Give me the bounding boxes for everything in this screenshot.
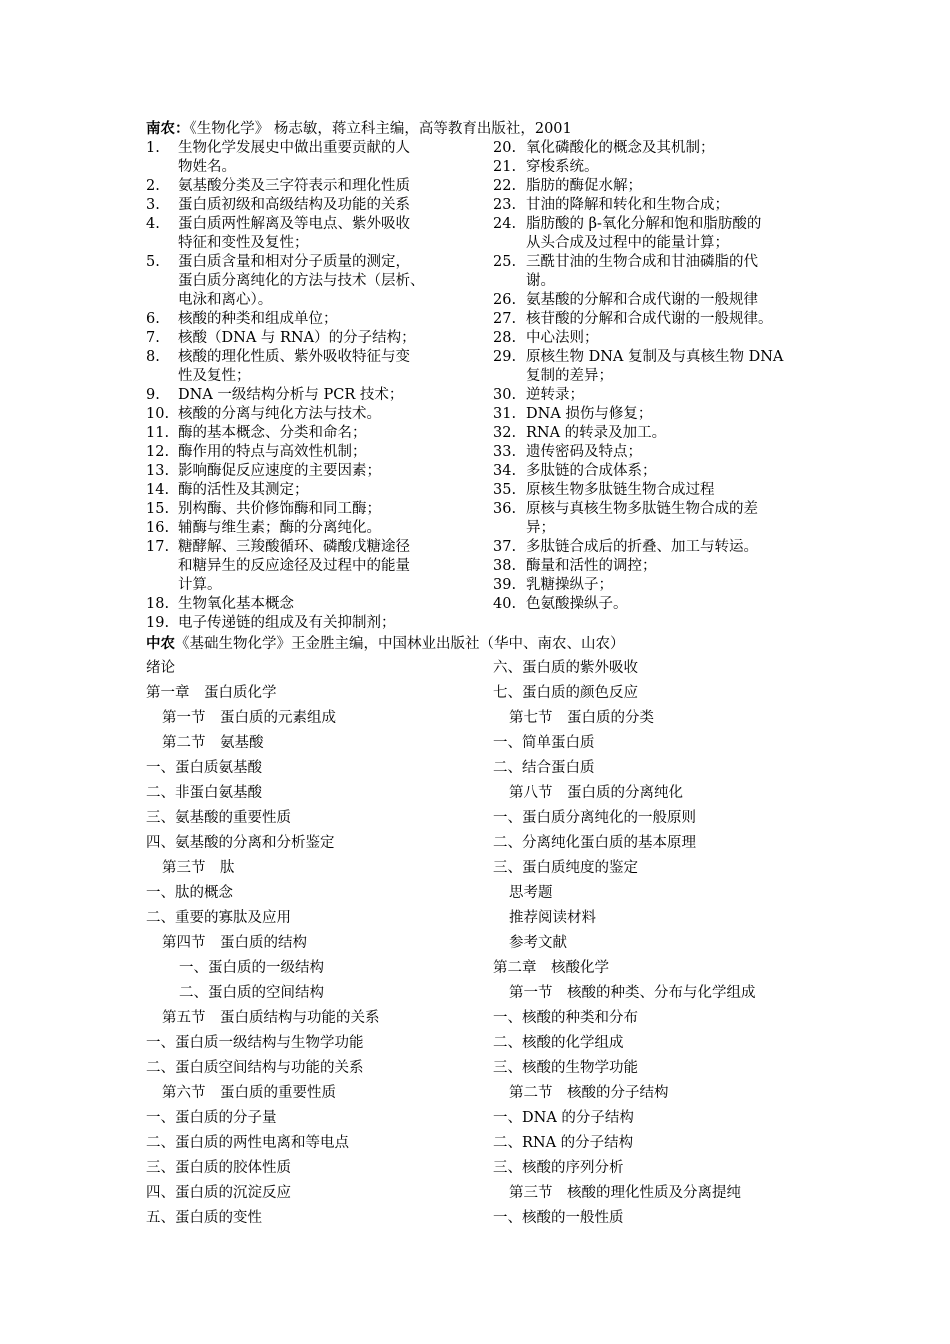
list-item-number: 34.	[493, 463, 517, 479]
list-item-number: 28.	[493, 330, 517, 346]
list-item	[493, 443, 813, 462]
list-item-number: 40.	[493, 596, 517, 612]
toc-entry: 四、蛋白质的沉淀反应	[146, 1185, 291, 1201]
list-item-text: 和糖异生的反应途径及过程中的能量	[178, 558, 410, 574]
list-item-number: 29.	[493, 349, 517, 365]
list-item-text: 原核生物 DNA 复制及与真核生物 DNA	[526, 349, 784, 365]
list-item-text: 原核与真核生物多肽链生物合成的差	[526, 501, 758, 517]
list-item	[493, 158, 813, 177]
list-item-number: 37.	[493, 539, 517, 555]
list-item-text: 甘油的降解和转化和生物合成；	[526, 197, 729, 213]
list-item-text: 生物化学发展史中做出重要贡献的人	[178, 140, 410, 156]
list-item-number: 5.	[146, 254, 160, 270]
list-item-number: 26.	[493, 292, 517, 308]
toc-section-entry: 一、蛋白质的一级结构	[179, 960, 324, 976]
list-item	[146, 614, 486, 633]
list-item	[146, 462, 486, 481]
toc-section-entry: 参考文献	[509, 935, 567, 951]
list-item-text: 核苷酸的分解和合成代谢的一般规律。	[526, 311, 773, 327]
list-item-number: 18.	[146, 596, 170, 612]
toc-section-entry: 思考题	[509, 885, 553, 901]
list-item	[146, 500, 486, 519]
list-item	[493, 576, 813, 595]
toc-entry: 二、分离纯化蛋白质的基本原理	[493, 835, 696, 851]
toc-entry: 一、蛋白质分离纯化的一般原则	[493, 810, 696, 826]
list-item-text: 影响酶促反应速度的主要因素；	[178, 463, 381, 479]
toc-entry: 一、核酸的一般性质	[493, 1210, 624, 1226]
list-item	[146, 519, 486, 538]
list-item-number: 20.	[493, 140, 517, 156]
list-item	[493, 310, 813, 329]
toc-entry: 六、蛋白质的紫外吸收	[493, 660, 638, 676]
toc-section-entry: 第二节 核酸的分子结构	[509, 1085, 669, 1101]
list-item	[146, 310, 486, 329]
list-item-text: 中心法则；	[526, 330, 599, 346]
toc-entry: 二、蛋白质空间结构与功能的关系	[146, 1060, 364, 1076]
toc-entry: 绪论	[146, 660, 175, 676]
toc-section-entry: 第六节 蛋白质的重要性质	[162, 1085, 336, 1101]
list-item	[146, 215, 486, 253]
nannong-list-left	[146, 139, 486, 633]
list-item-text: 核酸的理化性质、紫外吸收特征与变	[178, 349, 410, 365]
list-item-text: 电泳和离心）。	[178, 292, 273, 308]
list-item-text: 酶作用的特点与高效性机制；	[178, 444, 367, 460]
list-item-number: 38.	[493, 558, 517, 574]
list-item-text: 从头合成及过程中的能量计算；	[526, 235, 729, 251]
list-item	[146, 196, 486, 215]
zhongnong-toc-right	[493, 658, 756, 1233]
list-item	[146, 595, 486, 614]
list-item-text: 酶量和活性的调控；	[526, 558, 657, 574]
toc-entry: 一、肽的概念	[146, 885, 233, 901]
list-item	[146, 443, 486, 462]
list-item	[493, 329, 813, 348]
toc-section-entry: 第一节 核酸的种类、分布与化学组成	[509, 985, 756, 1001]
list-item	[146, 405, 486, 424]
toc-section-entry: 第三节 核酸的理化性质及分离提纯	[509, 1185, 741, 1201]
list-item-number: 25.	[493, 254, 517, 270]
list-item-text: 核酸（DNA 与 RNA）的分子结构；	[178, 330, 416, 346]
list-item-number: 30.	[493, 387, 517, 403]
toc-entry: 一、简单蛋白质	[493, 735, 595, 751]
toc-entry: 三、核酸的生物学功能	[493, 1060, 638, 1076]
toc-entry: 一、DNA 的分子结构	[493, 1110, 634, 1126]
toc-entry: 二、结合蛋白质	[493, 760, 595, 776]
toc-entry: 一、蛋白质氨基酸	[146, 760, 262, 776]
toc-entry: 三、氨基酸的重要性质	[146, 810, 291, 826]
list-item-text: 计算。	[178, 577, 222, 593]
list-item	[493, 462, 813, 481]
list-item-number: 2.	[146, 178, 160, 194]
list-item-number: 8.	[146, 349, 160, 365]
list-item-number: 21.	[493, 159, 517, 175]
list-item-number: 31.	[493, 406, 517, 422]
list-item-text: 脂肪的酶促水解；	[526, 178, 642, 194]
toc-entry: 七、蛋白质的颜色反应	[493, 685, 638, 701]
list-item-text: 蛋白质初级和高级结构及功能的关系	[178, 197, 410, 213]
list-item-text: 乳糖操纵子；	[526, 577, 613, 593]
toc-entry: 四、氨基酸的分离和分析鉴定	[146, 835, 335, 851]
list-item-number: 23.	[493, 197, 517, 213]
list-item-text: 酶的活性及其测定；	[178, 482, 309, 498]
toc-entry: 第一章 蛋白质化学	[146, 685, 277, 701]
list-item-number: 10.	[146, 406, 170, 422]
list-item-text: 酶的基本概念、分类和命名；	[178, 425, 367, 441]
toc-entry: 二、非蛋白氨基酸	[146, 785, 262, 801]
list-item	[493, 386, 813, 405]
list-item-text: 色氨酸操纵子。	[526, 596, 628, 612]
toc-entry: 二、重要的寡肽及应用	[146, 910, 291, 926]
list-item-text: 核酸的分离与纯化方法与技术。	[178, 406, 381, 422]
toc-entry: 第二章 核酸化学	[493, 960, 609, 976]
list-item-text: 氧化磷酸化的概念及其机制；	[526, 140, 715, 156]
list-item	[146, 177, 486, 196]
list-item-text: 原核生物多肽链生物合成过程	[526, 482, 715, 498]
list-item	[493, 500, 813, 538]
list-item	[493, 215, 813, 253]
list-item-number: 27.	[493, 311, 517, 327]
list-item-text: 蛋白质两性解离及等电点、紫外吸收	[178, 216, 410, 232]
list-item-text: 复制的差异；	[526, 368, 613, 384]
list-item	[146, 538, 486, 595]
list-item	[493, 557, 813, 576]
list-item-text: RNA 的转录及加工。	[526, 425, 667, 441]
list-item-number: 14.	[146, 482, 170, 498]
list-item	[146, 424, 486, 443]
list-item-number: 32.	[493, 425, 517, 441]
list-item-number: 4.	[146, 216, 160, 232]
list-item-text: DNA 损伤与修复；	[526, 406, 653, 422]
list-item	[146, 481, 486, 500]
list-item-text: 性及复性；	[178, 368, 251, 384]
list-item-text: 三酰甘油的生物合成和甘油磷脂的代	[526, 254, 758, 270]
list-item-number: 39.	[493, 577, 517, 593]
list-item	[146, 348, 486, 386]
list-item	[493, 291, 813, 310]
list-item-number: 1.	[146, 140, 160, 156]
list-item-number: 17.	[146, 539, 170, 555]
zhongnong-label: 中农	[146, 635, 175, 652]
list-item	[493, 424, 813, 443]
toc-entry: 二、核酸的化学组成	[493, 1035, 624, 1051]
list-item-number: 16.	[146, 520, 170, 536]
list-item-text: 氨基酸分类及三字符表示和理化性质	[178, 178, 410, 194]
list-item-number: 36.	[493, 501, 517, 517]
list-item-text: 多肽链的合成体系；	[526, 463, 657, 479]
list-item-text: DNA 一级结构分析与 PCR 技术；	[178, 387, 404, 403]
list-item-number: 9.	[146, 387, 160, 403]
list-item-number: 22.	[493, 178, 517, 194]
toc-section-entry: 第一节 蛋白质的元素组成	[162, 710, 336, 726]
list-item-number: 35.	[493, 482, 517, 498]
list-item	[146, 253, 486, 310]
list-item-text: 异；	[526, 520, 555, 536]
list-item-number: 7.	[146, 330, 160, 346]
list-item-text: 物姓名。	[178, 159, 236, 175]
toc-entry: 五、蛋白质的变性	[146, 1210, 262, 1226]
list-item-number: 6.	[146, 311, 160, 327]
zhongnong-toc-left	[146, 658, 380, 1233]
nannong-label: 南农：	[146, 120, 190, 137]
list-item-text: 穿梭系统。	[526, 159, 599, 175]
toc-entry: 一、蛋白质的分子量	[146, 1110, 277, 1126]
list-item-number: 19.	[146, 615, 170, 631]
list-item-text: 谢。	[526, 273, 555, 289]
list-item	[146, 139, 486, 177]
list-item-text: 氨基酸的分解和合成代谢的一般规律	[526, 292, 758, 308]
list-item-text: 蛋白质分离纯化的方法与技术（层析、	[178, 273, 425, 289]
toc-entry: 三、蛋白质纯度的鉴定	[493, 860, 638, 876]
list-item	[146, 329, 486, 348]
nannong-book-reference: 《生物化学》 杨志敏，蒋立科主编，高等教育出版社，2001	[189, 121, 572, 137]
list-item-text: 特征和变性及复性；	[178, 235, 309, 251]
list-item-number: 24.	[493, 216, 517, 232]
list-item-text: 脂肪酸的 β-氧化分解和饱和脂肪酸的	[526, 216, 762, 232]
toc-section-entry: 第八节 蛋白质的分离纯化	[509, 785, 683, 801]
list-item	[493, 538, 813, 557]
nannong-list-right	[493, 139, 813, 614]
list-item-text: 辅酶与维生素；酶的分离纯化。	[178, 520, 381, 536]
list-item	[493, 481, 813, 500]
list-item-text: 多肽链合成后的折叠、加工与转运。	[526, 539, 758, 555]
toc-section-entry: 二、蛋白质的空间结构	[179, 985, 324, 1001]
zhongnong-book-reference: 《基础生物化学》王金胜主编，中国林业出版社（华中、南农、山农）	[175, 636, 625, 652]
toc-section-entry: 第四节 蛋白质的结构	[162, 935, 307, 951]
list-item-number: 12.	[146, 444, 170, 460]
list-item	[146, 386, 486, 405]
list-item-text: 电子传递链的组成及有关抑制剂；	[178, 615, 396, 631]
toc-entry: 三、核酸的序列分析	[493, 1160, 624, 1176]
list-item-number: 11.	[146, 425, 170, 441]
list-item-text: 遗传密码及特点；	[526, 444, 642, 460]
toc-entry: 三、蛋白质的胶体性质	[146, 1160, 291, 1176]
toc-section-entry: 第三节 肽	[162, 860, 235, 876]
list-item	[493, 139, 813, 158]
toc-section-entry: 第七节 蛋白质的分类	[509, 710, 654, 726]
list-item-number: 13.	[146, 463, 170, 479]
list-item-text: 蛋白质含量和相对分子质量的测定，	[178, 254, 410, 270]
zhongnong-header	[146, 634, 625, 654]
list-item	[493, 405, 813, 424]
list-item	[493, 595, 813, 614]
list-item-number: 33.	[493, 444, 517, 460]
toc-section-entry: 第五节 蛋白质结构与功能的关系	[162, 1010, 380, 1026]
toc-entry: 二、RNA 的分子结构	[493, 1135, 634, 1151]
list-item-text: 核酸的种类和组成单位；	[178, 311, 338, 327]
list-item	[493, 348, 813, 386]
toc-entry: 一、核酸的种类和分布	[493, 1010, 638, 1026]
list-item	[493, 196, 813, 215]
list-item-number: 15.	[146, 501, 170, 517]
toc-section-entry: 第二节 氨基酸	[162, 735, 264, 751]
nannong-header	[146, 119, 572, 139]
toc-entry: 一、蛋白质一级结构与生物学功能	[146, 1035, 364, 1051]
list-item-text: 逆转录；	[526, 387, 584, 403]
list-item-text: 生物氧化基本概念	[178, 596, 294, 612]
toc-entry: 二、蛋白质的两性电离和等电点	[146, 1135, 349, 1151]
list-item	[493, 253, 813, 291]
list-item-text: 别构酶、共价修饰酶和同工酶；	[178, 501, 381, 517]
toc-section-entry: 推荐阅读材料	[509, 910, 596, 926]
list-item-number: 3.	[146, 197, 160, 213]
list-item-text: 糖酵解、三羧酸循环、磷酸戊糖途径	[178, 539, 410, 555]
list-item	[493, 177, 813, 196]
